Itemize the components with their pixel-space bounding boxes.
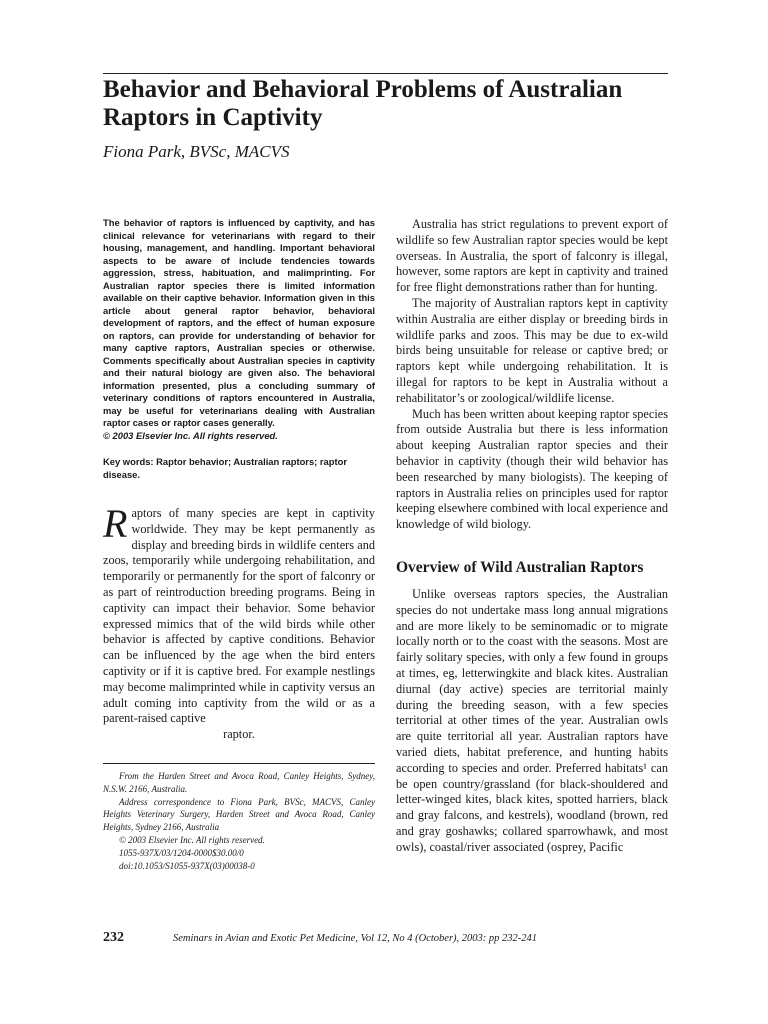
paragraph-export-regulations: Australia has strict regulations to prevent export of wildlife so few Australian raptor species would be kept overseas. In Australia, the sport of falconry is illegal, however, some raptors are kept in captivity and trained for free flight demonstrations rather than for hunting. xyxy=(396,217,668,295)
footnote-doi: doi:10.1053/S1055-937X(03)00038-0 xyxy=(119,860,255,871)
paragraph-captive-majority: The majority of Australian raptors kept in captivity within Australia are either display or breeding birds in wildlife parks and zoos. This may be due to ex-wild birds being unsuitable for release or captive bred; or raptors kept while undergoing rehabilitation. It is illegal for raptors to be kept in Australia without a rehabilitator’s or zoological/wildlife license. xyxy=(396,295,668,405)
author-line: Fiona Park, BVSc, MACVS xyxy=(103,142,290,161)
footnote-correspondence: Address correspondence to Fiona Park, BVSc, MACVS, Canley Heights Veterinary Surgery, Harden Street and Avoca Road, Canley Heights, Sydney 2166, Australia xyxy=(103,796,375,833)
intro-text: aptors of many species are kept in captivity worldwide. They may be kept permanently as display and breeding birds in wildlife centers and zoos, temporarily while undergoing rehabilitation, and temporarily or permanently for the sport of falconry or as part of reintroduction breeding programs. Being in captivity can impact their behavior. Some behavior expressed mimics that of the wild birds while other behavior is affected by captive conditions. Behavior can be influenced by the age when the bird enters captivity or if it is captive bred. For example nestlings may become malimprinted while in captivity versus an adult coming into captivity from the wild or as a parent-raised captive xyxy=(103,506,375,726)
article-title: Behavior and Behavioral Problems of Australian Raptors in Captivity xyxy=(103,76,623,131)
intro-last-line: raptor. xyxy=(223,727,255,742)
drop-cap: R xyxy=(103,501,128,546)
keywords: Key words: Raptor behavior; Australian raptors; raptor disease. xyxy=(103,456,347,480)
top-rule xyxy=(103,73,668,74)
footnote-affiliation: From the Harden Street and Avoca Road, Canley Heights, Sydney, N.S.W. 2166, Australia. xyxy=(103,770,375,794)
footnote-rule xyxy=(103,763,375,764)
footnote-issn: 1055-937X/03/1204-0000$30.00/0 xyxy=(119,847,244,858)
intro-paragraph xyxy=(103,501,375,727)
abstract-copyright: © 2003 Elsevier Inc. All rights reserved. xyxy=(103,429,278,441)
right-column xyxy=(396,217,668,855)
section-heading-overview: Overview of Wild Australian Raptors xyxy=(396,558,644,576)
paragraph-overview: Unlike overseas raptors species, the Australian species do not undertake mass long annual migrations and are more likely to be seminomadic or to migrate locally north or to the coast with the seasons. Most are fairly solitary species, with only a few found in groups at times, eg, letterwingkite and black kites. Australian diurnal (day active) species are territorial mainly during the breeding season, with a few species territorial at other times of the year. Australian owls are quite territorial all year. Australian raptors have varied diets, habitat preference, and hunting habits according to species and order. Preferred habitats¹ can be open country/grassland (for black-shouldered and letter-winged kites, black kites, spotted harriers, black and gray falcons, and kestrels), woodland (brown, red and gray goshawks; collared sparrowhawk, and most owls), coastal/river associated (osprey, Pacific xyxy=(396,586,668,854)
abstract: The behavior of raptors is influenced by captivity, and has clinical relevance for veterinarians with regard to their housing, management, and handling. Important behavioral aspects to be aware of include tendencies towards aggression, stress, habituation, and malimprinting. For Australian raptor species there is limited information available on their captive behavior. Information given in this article about general raptor behavior, behavioral development of raptors, and the effect of human exposure on raptors, can provide for understanding of behavior for many captive raptors, Australian species or otherwise. Comments specifically about Australian species in captivity and their natural biology are given also. The behavioral information presented, plus a concluding summary of veterinary conditions of raptors encountered in Australia, may be useful for veterinarians dealing with Australian raptor cases or raptor cases generally. xyxy=(103,217,375,428)
footnote-copyright: © 2003 Elsevier Inc. All rights reserved. xyxy=(119,834,265,845)
paragraph-literature: Much has been written about keeping raptor species from outside Australia but there is less information about keeping Australian raptor species and their behavior in captivity (though their wild behavior has been researched by many biologists). The keeping of raptors in Australia relies on principles used for raptor keeping elsewhere combined with local experience and knowledge of wild biology. xyxy=(396,406,668,532)
left-column xyxy=(103,217,375,872)
journal-citation: Seminars in Avian and Exotic Pet Medicine, Vol 12, No 4 (October), 2003: pp 232-241 xyxy=(173,933,538,944)
page-number: 232 xyxy=(103,930,124,945)
